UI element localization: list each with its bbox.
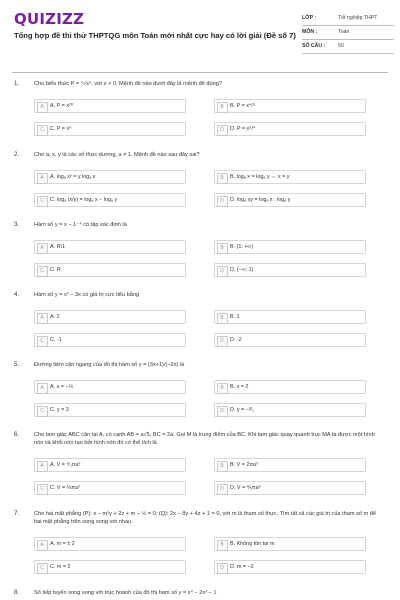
meta-key: MÔN :	[302, 29, 318, 35]
option-letter: A	[37, 540, 48, 551]
option-letter: C	[37, 266, 48, 277]
option-letter: B	[217, 461, 228, 472]
option-text: B. x = 2	[230, 383, 249, 390]
option-letter: A	[37, 461, 48, 472]
option-text: D. m = −2	[230, 563, 254, 570]
option-letter: D	[217, 266, 228, 277]
option-text: C. m = 2	[50, 563, 71, 570]
question-number: 6.	[14, 431, 20, 438]
option-letter: D	[217, 125, 228, 136]
answer-option-a[interactable]	[34, 380, 186, 394]
meta-row-subject	[302, 26, 394, 40]
question-text: Cho a, x, y là các số thực dương, a ≠ 1. Mệnh đề nào sau đây sai?	[34, 152, 200, 158]
answer-option-b[interactable]	[214, 310, 366, 324]
answer-option-b[interactable]	[214, 380, 366, 394]
option-text: D. y = −³⁄₂	[230, 406, 254, 413]
meta-value: 50	[338, 43, 344, 49]
meta-key: SỐ CÂU :	[302, 43, 326, 49]
option-letter: C	[37, 406, 48, 417]
option-letter: C	[37, 196, 48, 207]
option-letter: C	[37, 563, 48, 574]
option-text: A. x = −½	[50, 383, 74, 390]
question-number: 3.	[14, 221, 20, 228]
option-text: D. V = ⅘πa³	[230, 484, 261, 491]
worksheet-header	[0, 0, 400, 66]
answer-option-d[interactable]	[214, 560, 366, 574]
option-letter: D	[217, 196, 228, 207]
option-text: C. V = ⅔πa³	[50, 484, 80, 491]
answer-option-b[interactable]	[214, 458, 366, 472]
option-letter: A	[37, 383, 48, 394]
option-text: C. logₐ (x/y) = logₐ x − logₐ y	[50, 196, 118, 203]
worksheet-title: Tổng hợp đề thi thử THPTQG môn Toán mới nhất cực hay có lời giải (Đề số 7)	[14, 31, 296, 40]
option-text: B. Không tồn tại m	[230, 540, 275, 547]
question-number: 5.	[14, 361, 20, 368]
quizizz-logo: QUIZIZZ	[14, 10, 85, 28]
option-letter: C	[37, 336, 48, 347]
option-text: B. P = x⁴/⁵	[230, 102, 255, 109]
question-text: Số tiếp tuyến song song với trục hoành của đồ thị hàm số y = x⁴ − 2x² − 1	[34, 590, 217, 596]
option-text: A. V = ⁴⁄₃πa³	[50, 461, 81, 468]
answer-option-b[interactable]	[214, 240, 366, 254]
question-text: Hàm số y = x − 1⁻⁴ có tập xác định là	[34, 222, 127, 228]
option-letter: D	[217, 336, 228, 347]
option-text: C. y = 3	[50, 406, 69, 413]
option-letter: B	[217, 540, 228, 551]
option-text: D. (−∞; 1)	[230, 266, 254, 273]
answer-option-c[interactable]	[34, 560, 186, 574]
option-letter: A	[37, 173, 48, 184]
question-number: 2.	[14, 151, 20, 158]
answer-option-d[interactable]	[214, 403, 366, 417]
question-text: Đường tiệm cận ngang của đồ thị hàm số y = (3x+1)/(−2x) là	[34, 362, 185, 368]
option-text: A. logₐ xʸ = y logₐ x	[50, 173, 96, 180]
option-letter: B	[217, 383, 228, 394]
question-number: 1.	[14, 80, 20, 87]
option-letter: C	[37, 484, 48, 495]
answer-option-a[interactable]	[34, 537, 186, 551]
answer-option-d[interactable]	[214, 333, 366, 347]
meta-value: Tốt nghiệp THPT	[338, 15, 378, 21]
question-number: 8.	[14, 589, 20, 596]
option-letter: D	[217, 406, 228, 417]
header-divider	[12, 72, 388, 73]
answer-option-a[interactable]	[34, 458, 186, 472]
answer-option-c[interactable]	[34, 481, 186, 495]
meta-key: LỚP :	[302, 15, 317, 21]
answer-option-c[interactable]	[34, 333, 186, 347]
question-text: Cho tam giác ABC cân tại A, có cạnh AB = a√5, BC = 2a. Gọi M là trung điểm của BC. Khi tam giác quay quanh trục MA ta được một hình nón và khối nón tạo bởi hình nón đó có thể tích là	[34, 432, 375, 447]
option-text: B. logₐ x = logₐ y ⇔ x = y	[230, 173, 290, 180]
answer-option-d[interactable]	[214, 481, 366, 495]
answer-option-b[interactable]	[214, 537, 366, 551]
option-letter: B	[217, 313, 228, 324]
answer-option-c[interactable]	[34, 122, 186, 136]
option-text: A. 2	[50, 313, 60, 320]
option-text: D. logₐ xy = logₐ x . logₐ y	[230, 196, 291, 203]
answer-option-a[interactable]	[34, 99, 186, 113]
question-text: Cho hai mặt phẳng (P): x − m²y + 2z + m − ½ = 0; (Q): 2x − 8y + 4z + 1 = 0, với m là tham số thực. Tìm tất cả các giá trị của tham số m để hai mặt phẳng trên song song với nhau.	[34, 511, 376, 526]
option-text: C. R	[50, 266, 61, 273]
worksheet-meta	[302, 12, 394, 54]
option-letter: D	[217, 484, 228, 495]
answer-option-d[interactable]	[214, 193, 366, 207]
option-letter: A	[37, 313, 48, 324]
answer-option-a[interactable]	[34, 240, 186, 254]
option-letter: D	[217, 563, 228, 574]
option-text: D. -2	[230, 336, 242, 343]
answer-option-b[interactable]	[214, 170, 366, 184]
answer-option-c[interactable]	[34, 403, 186, 417]
option-text: C. -1	[50, 336, 62, 343]
question-number: 4.	[14, 291, 20, 298]
answer-option-c[interactable]	[34, 193, 186, 207]
option-letter: A	[37, 102, 48, 113]
option-text: B. (1; +∞)	[230, 243, 254, 250]
answer-option-a[interactable]	[34, 310, 186, 324]
option-text: A. P = x²⁰	[50, 102, 73, 109]
answer-option-d[interactable]	[214, 122, 366, 136]
meta-row-count	[302, 40, 394, 54]
option-text: A. R\1	[50, 243, 65, 250]
question-text: Hàm số y = x³ − 3x có giá trị cực tiểu bằng	[34, 292, 140, 298]
option-letter: B	[217, 102, 228, 113]
option-letter: B	[217, 173, 228, 184]
answer-option-d[interactable]	[214, 263, 366, 277]
option-text: D. P = x⁵/⁴	[230, 125, 256, 132]
answer-option-c[interactable]	[34, 263, 186, 277]
option-letter: B	[217, 243, 228, 254]
option-letter: C	[37, 125, 48, 136]
option-text: B. 1	[230, 313, 240, 320]
option-text: A. m = ± 2	[50, 540, 75, 547]
meta-value: Toán	[338, 29, 350, 35]
answer-option-b[interactable]	[214, 99, 366, 113]
answer-option-a[interactable]	[34, 170, 186, 184]
option-text: B. V = 2πa³	[230, 461, 258, 468]
question-text: Cho biểu thức P = ⁴√x⁵, với x > 0. Mệnh đề nào dưới đây là mệnh đề đúng?	[34, 81, 222, 87]
option-letter: A	[37, 243, 48, 254]
meta-row-class	[302, 12, 394, 26]
question-number: 7.	[14, 510, 20, 517]
option-text: C. P = x⁹	[50, 125, 72, 132]
